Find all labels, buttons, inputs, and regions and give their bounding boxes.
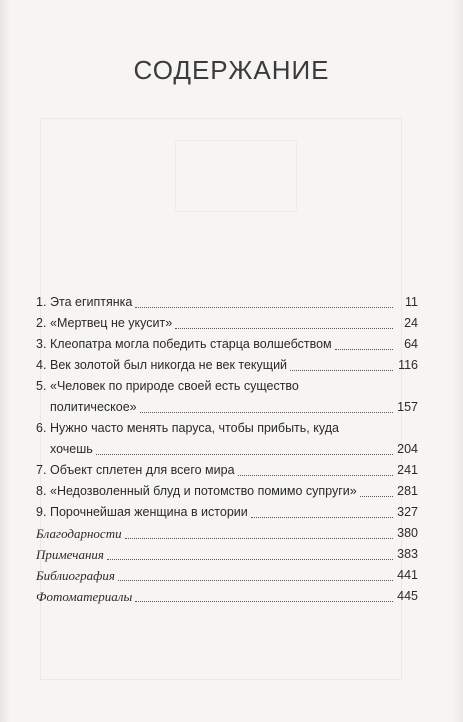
- toc-item-number: 6.: [36, 421, 47, 435]
- toc-photos[interactable]: [36, 586, 418, 607]
- toc-item-title: Примечания: [36, 547, 104, 562]
- toc-item-title: Век золотой был никогда не век текущий: [50, 358, 288, 372]
- toc-item-6[interactable]: [36, 418, 418, 460]
- toc-item-page: 204: [397, 442, 418, 456]
- toc-item-page: 327: [397, 505, 418, 519]
- toc-item-title: Фотоматериалы: [36, 589, 133, 604]
- toc-item-title: «Мертвец не укусит»: [50, 316, 173, 330]
- toc-item-number: 2.: [36, 316, 47, 330]
- dot-leader: [118, 579, 393, 581]
- toc-item-page: 441: [397, 568, 418, 582]
- show-through-box: [175, 140, 297, 212]
- toc-item-number: 4.: [36, 358, 47, 372]
- toc-notes[interactable]: [36, 544, 418, 565]
- toc-item-title-line1: «Человек по природе своей есть существо: [50, 379, 299, 393]
- toc-item-page: 383: [397, 547, 418, 561]
- toc-item-8[interactable]: [36, 481, 418, 502]
- page-title: СОДЕРЖАНИЕ: [133, 55, 330, 85]
- dot-leader: [140, 411, 393, 413]
- dot-leader: [175, 327, 393, 329]
- toc-bibliography[interactable]: [36, 565, 418, 586]
- toc-item-page: 64: [404, 337, 418, 351]
- page-edge-left: [0, 0, 10, 722]
- toc-item-title-line1: Нужно часто менять паруса, чтобы прибыть, куда: [50, 421, 339, 435]
- toc-item-page: 24: [404, 316, 418, 330]
- dot-leader: [335, 348, 393, 350]
- toc-item-number: 8.: [36, 484, 47, 498]
- toc-item-title-line2: политическое»: [50, 400, 137, 414]
- dot-leader: [290, 369, 393, 371]
- toc-item-page: 281: [397, 484, 418, 498]
- toc-item-number: 9.: [36, 505, 47, 519]
- toc-item-page: 157: [397, 400, 418, 414]
- toc-item-4[interactable]: [36, 355, 418, 376]
- dot-leader: [135, 600, 393, 602]
- toc-item-title: Эта египтянка: [50, 295, 133, 309]
- toc-item-3[interactable]: [36, 334, 418, 355]
- dot-leader: [107, 558, 393, 560]
- dot-leader: [125, 537, 393, 539]
- toc-item-title: Клеопатра могла победить старца волшебством: [50, 337, 332, 351]
- toc-item-title: Благодарности: [36, 526, 122, 541]
- toc-acknowledgements[interactable]: [36, 523, 418, 544]
- toc-item-9[interactable]: [36, 502, 418, 523]
- dot-leader: [360, 495, 393, 497]
- dot-leader: [251, 516, 393, 518]
- toc-item-number: 7.: [36, 463, 47, 477]
- toc-item-title: Порочнейшая женщина в истории: [50, 505, 248, 519]
- toc-item-page: 11: [405, 295, 418, 309]
- toc-item-title: «Недозволенный блуд и потомство помимо супруги»: [50, 484, 357, 498]
- toc-item-number: 5.: [36, 379, 47, 393]
- toc-item-page: 116: [398, 358, 418, 372]
- toc-item-number: 3.: [36, 337, 47, 351]
- dot-leader: [96, 453, 393, 455]
- toc-item-page: 445: [397, 589, 418, 603]
- toc-item-title: Объект сплетен для всего мира: [50, 463, 235, 477]
- toc-item-page: 380: [397, 526, 418, 540]
- toc-item-title-line2: хочешь: [50, 442, 93, 456]
- dot-leader: [135, 306, 393, 308]
- toc-item-5[interactable]: [36, 376, 418, 418]
- toc-item-number: 1.: [36, 295, 47, 309]
- dot-leader: [238, 474, 393, 476]
- table-of-contents: [36, 292, 418, 607]
- page-edge-right: [453, 0, 463, 722]
- toc-item-1[interactable]: [36, 292, 418, 313]
- toc-item-page: 241: [397, 463, 418, 477]
- toc-item-7[interactable]: [36, 460, 418, 481]
- toc-item-2[interactable]: [36, 313, 418, 334]
- toc-item-title: Библиография: [36, 568, 115, 583]
